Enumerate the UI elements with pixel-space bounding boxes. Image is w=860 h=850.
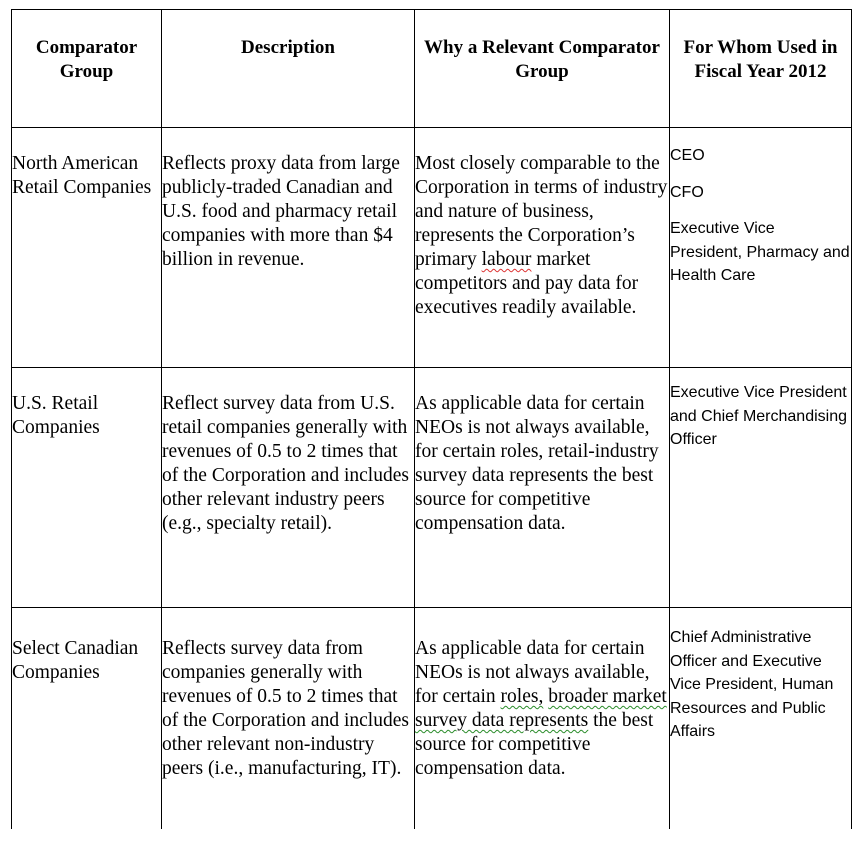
role-item: Executive Vice President, Pharmacy and Health Care xyxy=(670,220,850,284)
description-text: Reflects survey data from companies generally with revenues of 0.5 to 2 times that of the Corporation and includes other relevant non-industry peers (i.e., manufacturing, IT). xyxy=(162,638,409,779)
for-whom-cell xyxy=(670,608,852,830)
group-name: North American Retail Companies xyxy=(12,153,152,198)
role-item: CFO xyxy=(670,183,704,201)
for-whom-cell xyxy=(670,128,852,368)
table-row xyxy=(12,128,852,368)
why-text: market competitors and pay data for executives readily available. xyxy=(415,249,639,318)
role-item: CEO xyxy=(670,147,705,164)
grammar-flagged-text: roles, xyxy=(500,686,544,707)
why-relevant-cell xyxy=(415,608,670,830)
group-name: Select Canadian Companies xyxy=(12,638,139,683)
header-why-relevant: Why a Relevant Comparator Group xyxy=(415,10,670,128)
why-text: Most closely comparable to the Corporation in terms of industry and nature of business, represents the Corporation’s primary xyxy=(415,153,668,270)
comparator-group-table xyxy=(11,9,852,830)
description-cell xyxy=(162,608,415,830)
role-item: Executive Vice President and Chief Merchandising Officer xyxy=(670,384,847,448)
group-cell xyxy=(12,608,162,830)
description-text: Reflect survey data from U.S. retail companies generally with revenues of 0.5 to 2 times that of the Corporation and includes other relevant industry peers (e.g., specialty retail). xyxy=(162,393,409,534)
group-cell xyxy=(12,128,162,368)
table-row xyxy=(12,368,852,608)
group-cell xyxy=(12,368,162,608)
header-comparator-group: Comparator Group xyxy=(12,10,162,128)
header-description: Description xyxy=(162,10,415,128)
header-row xyxy=(12,10,852,128)
spellcheck-flagged-word: labour xyxy=(481,249,532,270)
why-text: As applicable data for certain NEOs is not always available, for certain roles, retail-industry survey data represents the best source for competitive compensation data. xyxy=(415,393,659,534)
header-for-whom: For Whom Used in Fiscal Year 2012 xyxy=(670,10,852,128)
why-relevant-cell xyxy=(415,368,670,608)
why-relevant-cell xyxy=(415,128,670,368)
page-crop-edge xyxy=(0,829,860,850)
role-item: Chief Administrative Officer and Executive Vice President, Human Resources and Public Affairs xyxy=(670,629,834,740)
for-whom-cell xyxy=(670,368,852,608)
group-name: U.S. Retail Companies xyxy=(12,393,100,438)
why-text: As applicable data for certain NEOs is not always available, for certain xyxy=(415,638,650,707)
description-cell xyxy=(162,368,415,608)
table-row xyxy=(12,608,852,830)
why-text: the best source for competitive compensation data. xyxy=(415,710,654,779)
description-text: Reflects proxy data from large publicly-traded Canadian and U.S. food and pharmacy retail companies with more than $4 billion in revenue. xyxy=(162,153,400,270)
grammar-flagged-text: broader market survey data represents xyxy=(415,686,667,731)
description-cell xyxy=(162,128,415,368)
